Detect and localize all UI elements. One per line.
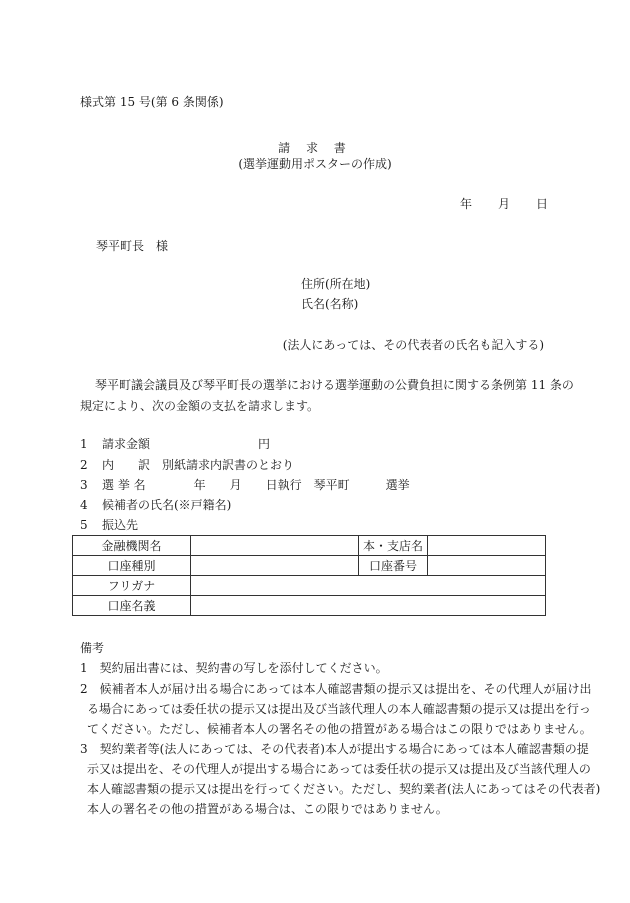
item-text: 候補者の氏名(※戸籍名) (102, 498, 232, 512)
name-note: (法人にあっては、その代表者の氏名も記入する) (282, 338, 544, 352)
bank-name-field[interactable] (191, 536, 359, 556)
branch-label: 本・支店名 (359, 536, 428, 556)
name-label: 氏名(名称) (301, 297, 359, 311)
remark-3-line-3: 本人確認書類の提示又は提出を行ってください。ただし、契約業者(法人にあってはその代表者) (87, 782, 601, 796)
document-subtitle: (選挙運動用ポスターの作成) (238, 157, 392, 171)
account-type-field[interactable] (191, 556, 359, 576)
body-text-line-2: 規定により、次の金額の支払を請求します。 (80, 399, 320, 413)
account-holder-label: 口座名義 (73, 596, 191, 616)
branch-field[interactable] (428, 536, 546, 556)
table-row (73, 536, 546, 556)
table-row (73, 556, 546, 576)
item-breakdown (80, 459, 294, 471)
remark-2-line-2: る場合にあっては委任状の提示又は提出及び当該代理人の本人確認書類の提示又は提出を行っ (87, 702, 591, 716)
account-type-label: 口座種別 (73, 556, 191, 576)
bank-account-table (72, 535, 546, 616)
item-candidate-name (80, 499, 231, 511)
date-day-label: 日 (535, 197, 548, 211)
item-number: 2 (80, 458, 88, 472)
table-row (73, 576, 546, 596)
account-holder-field[interactable] (191, 596, 546, 616)
item-text: 内 訳 別紙請求内訳書のとおり (102, 458, 295, 472)
item-election-name (80, 479, 410, 491)
item-transfer-destination (80, 519, 138, 531)
remark-3-line-4: 本人の署名その他の措置がある場合は、この限りではありません。 (87, 802, 448, 816)
remark-1: 1 契約届出書には、契約書の写しを添付してください。 (80, 661, 388, 675)
item-billing-amount (80, 438, 270, 450)
bank-name-label: 金融機関名 (73, 536, 191, 556)
item-text: 請求金額 円 (102, 437, 271, 451)
account-number-label: 口座番号 (359, 556, 428, 576)
form-id: 様式第 15 号(第 6 条関係) (80, 95, 224, 109)
remark-2-line-1: 2 候補者本人が届け出る場合にあっては本人確認書類の提示又は提出を、その代理人が届け出 (80, 682, 592, 696)
furigana-field[interactable] (191, 576, 546, 596)
remark-3-line-2: 示又は提出を、その代理人が提出する場合にあっては委任状の提示又は提出及び当該代理人の (87, 762, 591, 776)
addressee: 琴平町長 様 (96, 239, 169, 253)
date-year-label: 年 (459, 197, 472, 211)
date-month-label: 月 (497, 197, 510, 211)
document-title: 請 求 書 (278, 141, 352, 155)
item-number: 5 (80, 518, 88, 532)
date-row (460, 198, 548, 210)
table-row (73, 596, 546, 616)
account-number-field[interactable] (428, 556, 546, 576)
body-text-line-1: 琴平町議会議員及び琴平町長の選挙における選挙運動の公費負担に関する条例第 11 条の (95, 378, 574, 392)
item-text: 選 挙 名 年 月 日執行 琴平町 選挙 (102, 478, 410, 492)
furigana-label: フリガナ (73, 576, 191, 596)
item-number: 1 (80, 437, 88, 451)
remark-3-line-1: 3 契約業者等(法人にあっては、その代表者)本人が提出する場合にあっては本人確認書類の提 (80, 742, 589, 756)
item-number: 3 (80, 478, 88, 492)
remarks-heading: 備考 (80, 641, 105, 655)
remark-2-line-3: てください。ただし、候補者本人の署名その他の措置がある場合はこの限りではありません。 (87, 722, 592, 736)
item-number: 4 (80, 498, 88, 512)
address-label: 住所(所在地) (301, 277, 371, 291)
item-text: 振込先 (102, 518, 139, 532)
